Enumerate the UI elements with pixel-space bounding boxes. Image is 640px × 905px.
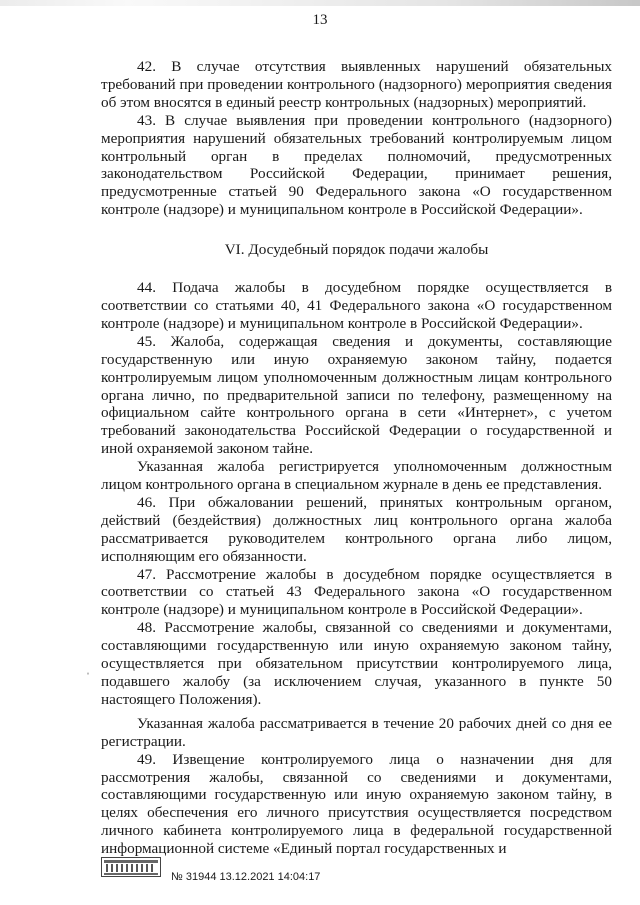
- paragraph-48: 48. Рассмотрение жалобы, связанной со сведениями и документами, составляющими государственную или иную охраняемую законом тайну, осуществляется при обязательном присутствии контролируемого лица, подавшего жалобу (за исключением случая, указанного в пункте 50 настоящего Положения).: [101, 619, 612, 708]
- paragraph-44: 44. Подача жалобы в досудебном порядке осуществляется в соответствии со статьями 40, 41 Федерального закона «О государственном контроле (надзоре) и муниципальном контроле в Российской Федерации».: [101, 279, 612, 332]
- registry-stamp-icon: [101, 857, 161, 877]
- document-stamp: № 31944 13.12.2021 14:04:17: [171, 871, 321, 883]
- paragraph-45: 45. Жалоба, содержащая сведения и документы, составляющие государственную или иную охраняемую законом тайну, подается контролируемым лицом уполномоченным должностным лицам контрольного органа лично, по предварительной записи по телефону, размещенному на официальном сайте контрольного органа в сети «Интернет», с учетом требований законодательства Российской Федерации о государственной и иной охраняемой законом тайне.: [101, 332, 612, 458]
- margin-mark: ˌ: [86, 661, 90, 675]
- page-number: 13: [312, 12, 328, 28]
- paragraph-49: 49. Извещение контролируемого лица о назначении дня для рассмотрения жалобы, связанной со сведениями и документами, составляющими государственную или иную охраняемую законом тайну, в целях обеспечения его личного присутствия осуществляется посредством личного кабинета контролируемого лица в федеральной государственной информационной системе «Единый портал государственных и: [101, 750, 612, 858]
- paragraph-46: 46. При обжаловании решений, принятых контрольным органом, действий (бездействия) должностных лиц контрольного органа жалоба рассматривается руководителем контрольного органа либо лицом, исполняющим его обязанности.: [101, 493, 612, 565]
- paragraph-43: 43. В случае выявления при проведении контрольного (надзорного) мероприятия нарушений обязательных требований контролируемым лицом контрольный орган в пределах полномочий, предусмотренных законодательством Российской Федерации, принимает решения, предусмотренные статьей 90 Федерального закона «О государственном контроле (надзоре) и муниципальном контроле в Российской Федерации».: [101, 111, 612, 219]
- scan-edge-artifact: [0, 0, 640, 6]
- page-footer: [101, 857, 401, 893]
- paragraph-42: 42. В случае отсутствия выявленных нарушений обязательных требований при проведении контрольного (надзорного) мероприятия сведения об этом вносятся в единый реестр контрольных (надзорных) мероприятий.: [101, 58, 612, 111]
- paragraph-45-note: Указанная жалоба регистрируется уполномоченным должностным лицом контрольного органа в специальном журнале в день ее представления.: [101, 458, 612, 494]
- document-body: [101, 58, 612, 858]
- section-title: VI. Досудебный порядок подачи жалобы: [224, 241, 489, 259]
- paragraph-47: 47. Рассмотрение жалобы в досудебном порядке осуществляется в соответствии со статьей 43 Федерального закона «О государственном контроле (надзоре) и муниципальном контроле в Российской Федерации».: [101, 565, 612, 619]
- paragraph-48-note: Указанная жалоба рассматривается в течение 20 рабочих дней со дня ее регистрации.: [101, 714, 612, 750]
